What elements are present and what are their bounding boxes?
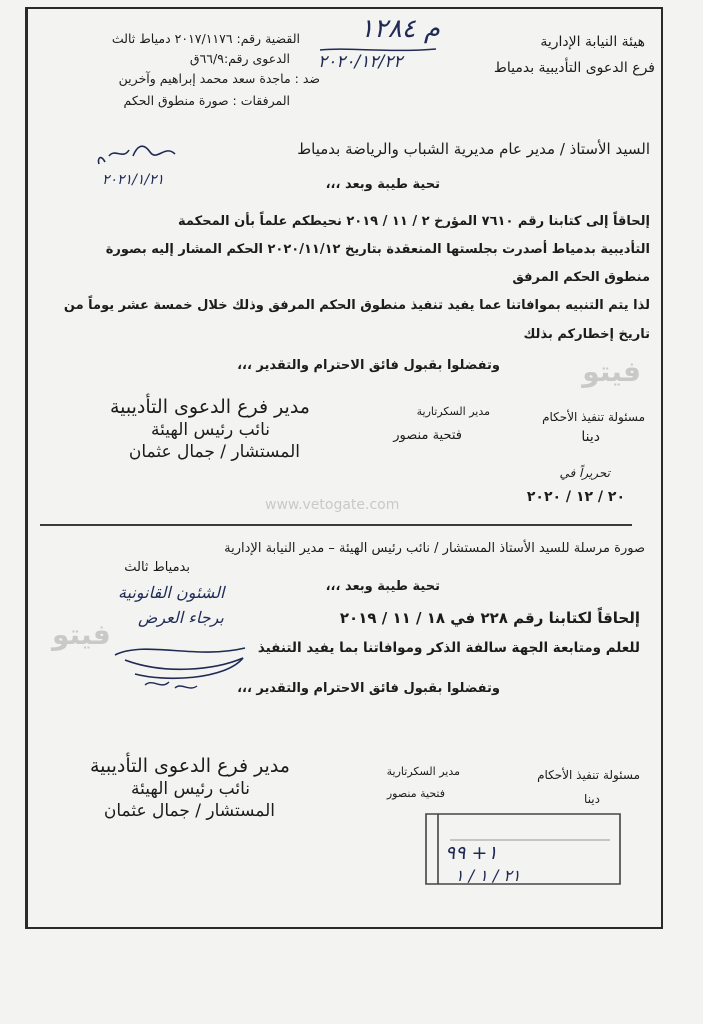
secretariat-name: فتحية منصور [393, 428, 462, 443]
copy-branch-manager-title: مدير فرع الدعوى التأديبية [89, 755, 290, 777]
body-line: لذا يتم التنبيه بموافاتنا عما يفيد تنفيذ منطوق الحكم المرفق وذلك خلال خمسة عشر يوماً من [63, 298, 650, 313]
body-line: تاريخ إخطاركم بذلك [523, 327, 650, 342]
incoming-date: ٢٠٢٠/١٢/٢٢ [318, 52, 403, 72]
written-on-label: تحريراً في [559, 466, 610, 480]
copy-execution-officer-name: دينا [584, 792, 600, 806]
execution-officer-name: دينا [581, 429, 600, 445]
closing: وتفضلوا بقبول فائق الاحترام والتقدير ،،، [237, 358, 500, 373]
greeting: تحية طيبة وبعد ،،، [325, 177, 440, 192]
branch-manager-title: مدير فرع الدعوى التأديبية [109, 396, 310, 418]
case-number: القضية رقم: ٢٠١٧/١١٧٦ دمياط ثالث [111, 31, 300, 46]
copy-reference: إلحاقاً لكتابنا رقم ٢٢٨ في ١٨ / ١١ / ٢٠١٩ [339, 609, 640, 627]
copy-execution-officer-title: مسئولة تنفيذ الأحكام [537, 768, 640, 782]
copy-closing: وتفضلوا بقبول فائق الاحترام والتقدير ،،، [237, 681, 500, 696]
receipt-stamp-date: ٢١ / ١ / ١ [455, 866, 521, 885]
receipt-stamp-number: ١+ ٩٩ [445, 842, 498, 864]
watermark-site: www.vetogate.com [265, 497, 400, 513]
copy-recipient-cont: بدمياط ثالث [124, 560, 190, 575]
copy-request: للعلم ومتابعة الجهة سالفة الذكر وموافاتنا بما يفيد التنفيذ [257, 640, 640, 656]
copy-greeting: تحية طيبة وبعد ،،، [325, 579, 440, 594]
addressee: السيد الأستاذ / مدير عام مديرية الشباب والرياضة بدمياط [297, 140, 650, 158]
branch-manager-name: المستشار / جمال عثمان [128, 442, 300, 462]
suit-number: الدعوى رقم:٦٦/٩ق [189, 51, 290, 66]
copy-branch-manager-name: المستشار / جمال عثمان [103, 801, 275, 821]
copy-signature [105, 630, 255, 700]
copy-secretariat-title: مدير السكرتارية [386, 765, 460, 778]
secretariat-title: مدير السكرتارية [416, 405, 490, 418]
copy-recipient: صورة مرسلة للسيد الأستاذ المستشار / نائب رئيس الهيئة – مدير النيابة الإدارية [224, 541, 645, 556]
copy-branch-manager-deputy: نائب رئيس الهيئة [131, 779, 250, 799]
body-line: منطوق الحكم المرفق [512, 270, 650, 285]
organization-name: هيئة النيابة الإدارية [540, 34, 645, 50]
body-line: إلحاقاً إلى كتابنا رقم ٧٦١٠ المؤرخ ٢ / ١١ / ٢٠١٩ نحيطكم علماً بأن المحكمة [178, 214, 650, 229]
written-on-date: ٢٠ / ١٢ / ٢٠٢٠ [526, 489, 625, 505]
copy-secretariat-name: فتحية منصور [386, 787, 445, 800]
watermark-logo: فيتو [582, 355, 641, 388]
section-divider [40, 524, 632, 526]
margin-signature [95, 140, 180, 168]
defendant: ضد : ماجدة سعد محمد إبراهيم وآخرين [118, 71, 320, 86]
execution-officer-title: مسئولة تنفيذ الأحكام [542, 410, 645, 424]
branch-manager-deputy: نائب رئيس الهيئة [151, 420, 270, 440]
branch-name: فرع الدعوى التأديبية بدمياط [493, 60, 655, 76]
handwritten-note: الشئون القانونية [118, 583, 225, 602]
body-line: التأديبية بدمياط أصدرت بجلستها المنعقدة بتاريخ ٢٠٢٠/١١/١٢ الحكم المشار إليه بصورة [105, 242, 650, 257]
handwritten-note: برجاء العرض [138, 608, 224, 627]
watermark-logo: فيتو [52, 618, 111, 651]
margin-note-date: ٢٠٢١/١/٢١ [102, 172, 165, 188]
attachments: المرفقات : صورة منطوق الحكم [123, 93, 290, 108]
incoming-number: م ١٢٨٤ [359, 14, 440, 44]
